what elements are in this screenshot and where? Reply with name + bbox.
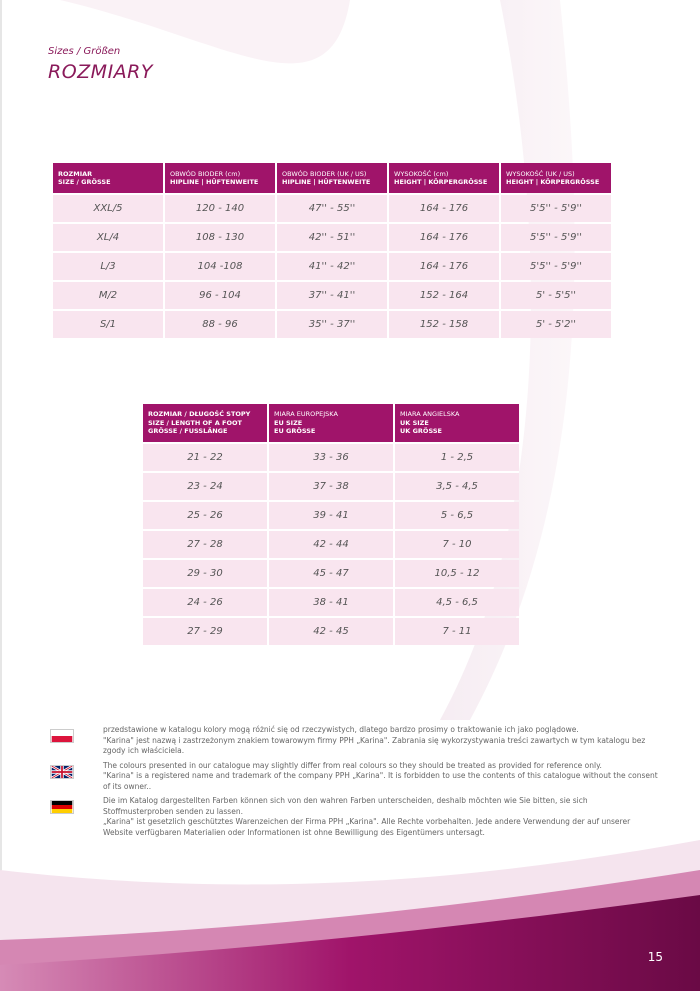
table-cell: 24 - 26 — [143, 589, 267, 616]
table-cell: XXL/5 — [53, 195, 163, 222]
header-height-uk: WYSOKOŚĆ (UK / US) HEIGHT | KÖRPERGRÖSSE — [501, 163, 611, 193]
legal-text-pl: przedstawione w katalogu kolory mogą różnić się od rzeczywistych, dlatego bardzo prosimy o traktowanie ich jako poglądowe. "Karina" jest nazwą i zastrzeżonym znakiem towarowym firmy PPH „Karina". Zabrania się wykorzystywania treści zawartych w tym katalogu bez zgody ich właściciela. — [103, 725, 646, 755]
table-row — [53, 224, 611, 251]
table-cell: 4,5 - 6,5 — [395, 589, 519, 616]
size-table — [51, 161, 613, 340]
table-cell: 120 - 140 — [165, 195, 275, 222]
table-cell: 5'5'' - 5'9'' — [501, 253, 611, 280]
table-cell: 42'' - 51'' — [277, 224, 387, 251]
legal-notices — [50, 725, 660, 842]
table-cell: 88 - 96 — [165, 311, 275, 338]
table-cell: 37'' - 41'' — [277, 282, 387, 309]
legal-text-de: Die im Katalog dargestellten Farben können sich von den wahren Farben unterscheiden, deshalb möchten wie Sie bitten, sie sich Stoffmusterproben senden zu lassen. „Karina" ist gesetzlich geschütztes Warenzeichen der Firma PPH „Karina". Alle Rechte vorbehalten. Jede andere Verwendung der auf unserer Website verfügbaren Materialien oder Informationen ist ohne Bewilligung des Eigentümers untersagt. — [103, 796, 631, 837]
table-cell: 5 - 6,5 — [395, 502, 519, 529]
table-cell: 41'' - 42'' — [277, 253, 387, 280]
table-cell: 42 - 44 — [269, 531, 393, 558]
table-cell: 39 - 41 — [269, 502, 393, 529]
table-cell: M/2 — [53, 282, 163, 309]
table-cell: 27 - 28 — [143, 531, 267, 558]
table-cell: 29 - 30 — [143, 560, 267, 587]
page-header — [48, 46, 153, 83]
poland-flag-icon — [50, 729, 74, 743]
table-row — [53, 282, 611, 309]
header-uk-size: MIARA ANGIELSKA UK SIZE UK GRÖSSE — [395, 404, 519, 442]
table-cell: 47'' - 55'' — [277, 195, 387, 222]
table-cell: 5'5'' - 5'9'' — [501, 224, 611, 251]
table-row — [143, 502, 519, 529]
table-row — [143, 531, 519, 558]
table-cell: 104 -108 — [165, 253, 275, 280]
table-cell: 25 - 26 — [143, 502, 267, 529]
table-cell: 108 - 130 — [165, 224, 275, 251]
table-cell: 96 - 104 — [165, 282, 275, 309]
header-height-cm: WYSOKOŚĆ (cm) HEIGHT | KÖRPERGRÖSSE — [389, 163, 499, 193]
table-row — [143, 589, 519, 616]
table-cell: 7 - 11 — [395, 618, 519, 645]
header-hipline-cm: OBWÓD BIODER (cm) HIPLINE | HÜFTENWEITE — [165, 163, 275, 193]
table-cell: 164 - 176 — [389, 253, 499, 280]
table-cell: S/1 — [53, 311, 163, 338]
header-size: ROZMIAR SIZE / GRÖSSE — [53, 163, 163, 193]
legal-text-en: The colours presented in our catalogue may slightly differ from real colours so they should be treated as provided for reference only. "Karina" is a registered name and trademark of the company PPH „Karina". It is forbidden to use the contents of this catalogue without the consent of its owner.. — [103, 760, 658, 791]
table-row — [143, 560, 519, 587]
table-cell: 152 - 158 — [389, 311, 499, 338]
table-cell: 35'' - 37'' — [277, 311, 387, 338]
table-cell: 5' - 5'2'' — [501, 311, 611, 338]
table-row — [143, 444, 519, 471]
table-row — [53, 253, 611, 280]
table-row — [143, 473, 519, 500]
table-cell: 3,5 - 4,5 — [395, 473, 519, 500]
table-cell: L/3 — [53, 253, 163, 280]
table-cell: 5'5'' - 5'9'' — [501, 195, 611, 222]
header-foot-length: ROZMIAR / DŁUGOŚĆ STOPY SIZE / LENGTH OF A FOOT GRÖSSE / FUSSLÄNGE — [143, 404, 267, 442]
table-header-row — [143, 404, 519, 442]
table-cell: 5' - 5'5'' — [501, 282, 611, 309]
table-cell: 23 - 24 — [143, 473, 267, 500]
table-cell: 164 - 176 — [389, 224, 499, 251]
germany-flag-icon — [50, 800, 74, 814]
table-row — [53, 195, 611, 222]
uk-flag-icon — [50, 765, 74, 779]
page-number: 15 — [647, 950, 663, 964]
table-cell: 45 - 47 — [269, 560, 393, 587]
table-cell: 164 - 176 — [389, 195, 499, 222]
table-cell: 1 - 2,5 — [395, 444, 519, 471]
table-cell: 152 - 164 — [389, 282, 499, 309]
page-subtitle: Sizes / Größen — [48, 46, 121, 57]
header-hipline-uk: OBWÓD BIODER (UK / US) HIPLINE | HÜFTENWEITE — [277, 163, 387, 193]
table-cell: 37 - 38 — [269, 473, 393, 500]
table-row — [143, 618, 519, 645]
legal-notice-de — [50, 796, 660, 838]
table-row — [53, 311, 611, 338]
table-cell: 7 - 10 — [395, 531, 519, 558]
table-cell: 38 - 41 — [269, 589, 393, 616]
table-cell: 10,5 - 12 — [395, 560, 519, 587]
table-cell: 42 - 45 — [269, 618, 393, 645]
header-eu-size: MIARA EUROPEJSKA EU SIZE EU GRÖSSE — [269, 404, 393, 442]
shoe-size-table — [141, 402, 521, 647]
legal-notice-en — [50, 761, 660, 793]
table-header-row — [53, 163, 611, 193]
page-title: ROZMIARY — [48, 61, 153, 83]
table-cell: 21 - 22 — [143, 444, 267, 471]
table-cell: 27 - 29 — [143, 618, 267, 645]
legal-notice-pl — [50, 725, 660, 757]
table-cell: XL/4 — [53, 224, 163, 251]
table-cell: 33 - 36 — [269, 444, 393, 471]
